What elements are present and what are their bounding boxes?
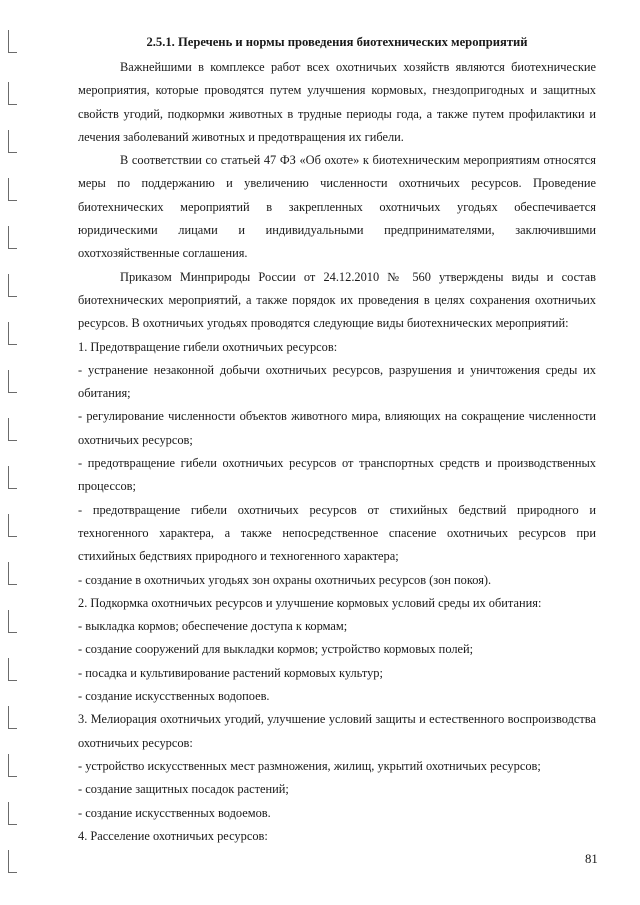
binding-margin: [0, 0, 40, 905]
list-item: - создание защитных посадок растений;: [78, 782, 289, 797]
paragraph-order: Приказом Минприроды России от 24.12.2010 № 560 утверждены виды и состав биотехнических мероприятий, а также порядок их проведения в целях сохранения охотничьих ресурсов. В охотничьих угодьях проводятся следующие виды биотехнических мероприятий:: [78, 269, 596, 331]
list-heading-resettlement: 4. Расселение охотничьих ресурсов:: [78, 828, 268, 843]
list-heading-melioration: 3. Мелиорация охотничьих угодий, улучшение условий защиты и естественного воспроизводства охотничьих ресурсов:: [78, 712, 596, 750]
list-item: - создание сооружений для выкладки кормов; устройство кормовых полей;: [78, 642, 474, 657]
binding-mark: [8, 802, 17, 825]
binding-mark: [8, 178, 17, 201]
binding-mark: [8, 130, 17, 153]
list-item: - предотвращение гибели охотничьих ресурсов от стихийных бедствий природного и техногенного характера, а также непосредственное спасение охотничьих ресурсов при стихийных бедствиях природного и техногенного характера;: [78, 502, 596, 564]
binding-mark: [8, 226, 17, 249]
binding-mark: [8, 754, 17, 777]
binding-mark: [8, 82, 17, 105]
binding-mark: [8, 562, 17, 585]
paragraph-intro: Важнейшими в комплексе работ всех охотничьих хозяйств являются биотехнические мероприятия, которые проводятся путем улучшения кормовых, гнездопригодных и защитных свойств угодий, подкормки животных в трудные периоды года, а также путем профилактики и лечения заболеваний животных и предотвращения их гибели.: [78, 60, 596, 144]
list-item: - создание в охотничьих угодьях зон охраны охотничьих ресурсов (зон покоя).: [78, 572, 492, 587]
list-item: - выкладка кормов; обеспечение доступа к кормам;: [78, 619, 348, 634]
binding-mark: [8, 30, 17, 53]
binding-mark: [8, 370, 17, 393]
binding-mark: [8, 850, 17, 873]
binding-mark: [8, 322, 17, 345]
binding-mark: [8, 658, 17, 681]
list-heading-feeding: 2. Подкормка охотничьих ресурсов и улучшение кормовых условий среды их обитания:: [78, 595, 542, 610]
list-item: - посадка и культивирование растений кормовых культур;: [78, 665, 383, 680]
binding-mark: [8, 514, 17, 537]
binding-mark: [8, 274, 17, 297]
list-item: - предотвращение гибели охотничьих ресурсов от транспортных средств и производственных процессов;: [78, 456, 596, 494]
list-item: - регулирование численности объектов животного мира, влияющих на сокращение численности охотничьих ресурсов;: [78, 409, 596, 447]
binding-mark: [8, 466, 17, 489]
list-item: - устройство искусственных мест размножения, жилищ, укрытий охотничьих ресурсов;: [78, 758, 541, 773]
binding-mark: [8, 610, 17, 633]
binding-mark: [8, 706, 17, 729]
paragraph-law-article: В соответствии со статьей 47 ФЗ «Об охоте» к биотехническим мероприятиям относятся меры по поддержанию и увеличению численности охотничьих ресурсов. Проведение биотехнических мероприятий в закрепленных охотничьих угодьях обеспечивается юридическими лицами и индивидуальными предпринимателями, заключившими охотхозяйственные соглашения.: [78, 153, 596, 261]
list-item: - создание искусственных водопоев.: [78, 689, 270, 704]
binding-mark: [8, 418, 17, 441]
list-item: - создание искусственных водоемов.: [78, 805, 271, 820]
page-body: [78, 34, 596, 848]
section-heading: 2.5.1. Перечень и нормы проведения биотехнических мероприятий: [146, 35, 528, 49]
list-heading-prevention: 1. Предотвращение гибели охотничьих ресурсов:: [78, 339, 338, 354]
page-number: 81: [585, 852, 598, 866]
list-item: - устранение незаконной добычи охотничьих ресурсов, разрушения и уничтожения среды их обитания;: [78, 362, 596, 401]
